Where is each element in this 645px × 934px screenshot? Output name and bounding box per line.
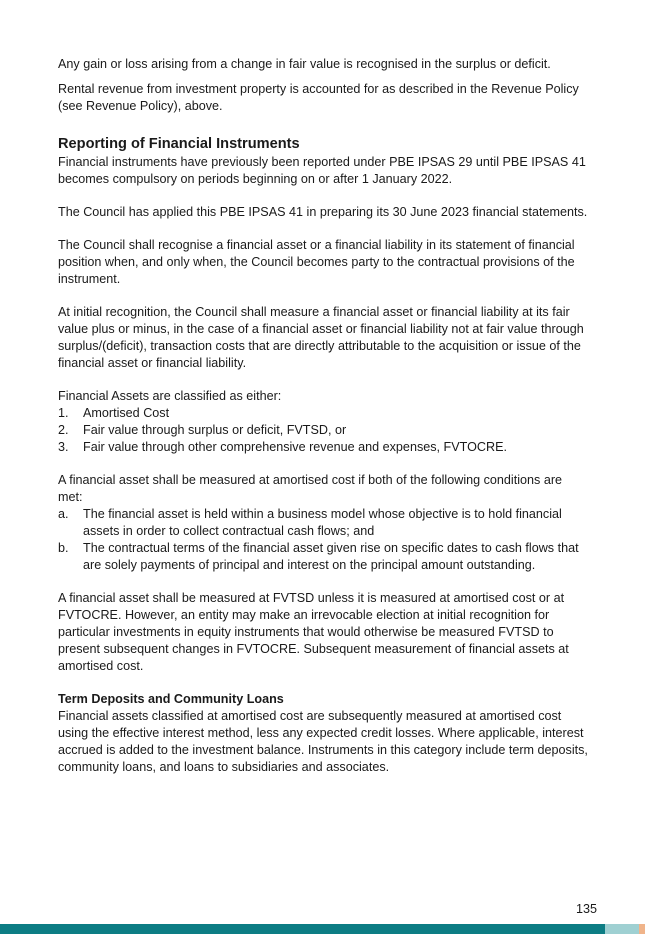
paragraph-fvtsd: A financial asset shall be measured at FVTSD unless it is measured at amortised cost or at FVTOCRE. However, an entity may make an irrevocable election at initial recognition for particular investments in equity instruments that would otherwise be measured FVTSD to present subsequent changes in FVTOCRE. Subsequent measurement of financial assets at amortised cost. <box>58 591 569 673</box>
list-item-text: Fair value through other comprehensive revenue and expenses, FVTOCRE. <box>83 440 507 454</box>
paragraph-classification-intro: Financial Assets are classified as either: <box>58 389 282 403</box>
list-item <box>58 439 590 456</box>
list-item <box>58 422 590 439</box>
document-page <box>58 56 590 776</box>
paragraph-previous-reporting: Financial instruments have previously been reported under PBE IPSAS 29 until PBE IPSAS 41 becomes compulsory on periods beginning on or after 1 January 2022. <box>58 155 586 186</box>
list-marker: b. <box>58 541 69 555</box>
list-item-text: The financial asset is held within a business model whose objective is to hold financial assets in order to collect contractual cash flows; and <box>83 507 562 538</box>
conditions-lettered-list <box>58 506 590 574</box>
footer-bar-main-segment <box>0 924 605 934</box>
paragraph-rental-revenue: Rental revenue from investment property is accounted for as described in the Revenue Policy (see Revenue Policy), above. <box>58 82 579 113</box>
list-item-text: Fair value through surplus or deficit, FVTSD, or <box>83 423 347 437</box>
list-item <box>58 506 590 540</box>
section-heading-term-deposits: Term Deposits and Community Loans <box>58 692 284 706</box>
paragraph-recognition: The Council shall recognise a financial asset or a financial liability in its statement of financial position when, and only when, the Council becomes party to the contractual provisions of the instrument. <box>58 238 575 286</box>
footer-color-bar <box>0 924 645 934</box>
list-marker: 2. <box>58 423 69 437</box>
list-marker: a. <box>58 507 69 521</box>
classification-numbered-list <box>58 405 590 456</box>
paragraph-term-deposits: Financial assets classified at amortised cost are subsequently measured at amortised cost using the effective interest method, less any expected credit losses. Where applicable, interest accrued is added to the investment balance. Instruments in this category include term deposits, community loans, and loans to subsidiaries and associates. <box>58 709 588 774</box>
list-item-text: Amortised Cost <box>83 406 170 420</box>
footer-bar-accent-segment <box>639 924 645 934</box>
list-item-text: The contractual terms of the financial asset given rise on specific dates to cash flows that are solely payments of principal and interest on the principal amount outstanding. <box>83 541 579 572</box>
section-heading-reporting-financial-instruments: Reporting of Financial Instruments <box>58 136 300 152</box>
paragraph-amortised-cost-conditions: A financial asset shall be measured at amortised cost if both of the following conditions are met: <box>58 473 563 504</box>
list-item <box>58 405 590 422</box>
list-marker: 3. <box>58 440 69 454</box>
paragraph-fair-value-gain: Any gain or loss arising from a change in fair value is recognised in the surplus or deficit. <box>58 57 551 71</box>
page-number: 135 <box>575 902 597 916</box>
list-item <box>58 540 590 574</box>
paragraph-initial-measurement: At initial recognition, the Council shall measure a financial asset or financial liability at its fair value plus or minus, in the case of a financial asset or financial liability not at fair value through surplus/(deficit), transaction costs that are directly attributable to the acquisition or issue of the financial asset or financial liability. <box>58 305 584 370</box>
list-marker: 1. <box>58 406 69 420</box>
paragraph-applied-ipsas41: The Council has applied this PBE IPSAS 41 in preparing its 30 June 2023 financial statements. <box>58 205 588 219</box>
footer-bar-light-segment <box>605 924 639 934</box>
